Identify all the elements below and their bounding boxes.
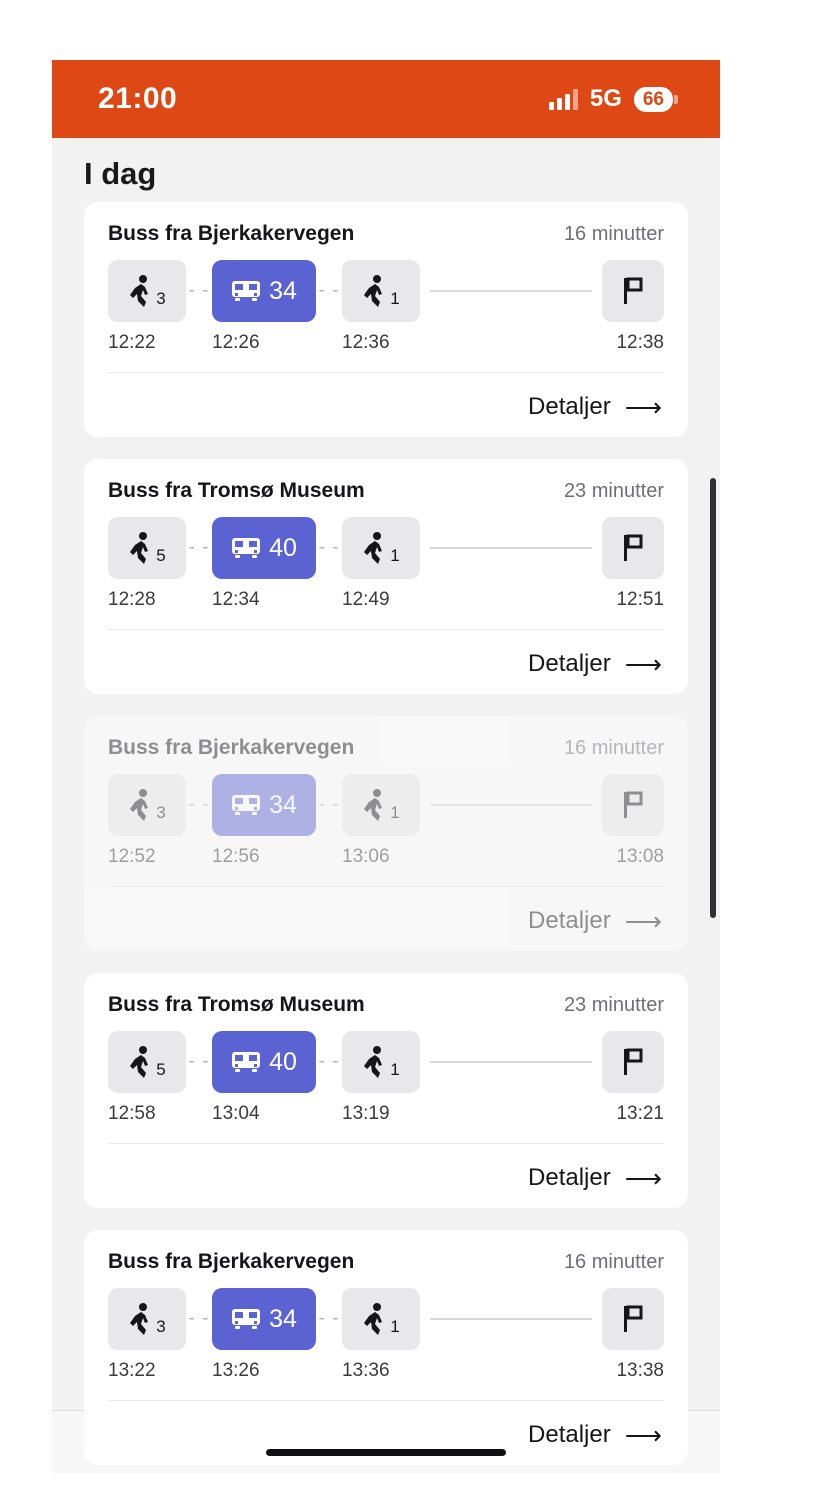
arrow-right-icon: ⟶ xyxy=(624,649,662,679)
arrow-right-icon: ⟶ xyxy=(624,1163,662,1193)
arrow-right-icon: ⟶ xyxy=(624,906,662,936)
journey-summary xyxy=(84,459,688,636)
bus-icon xyxy=(231,794,261,816)
leg-rail xyxy=(430,1061,592,1063)
leg-time: 13:21 xyxy=(616,1103,664,1124)
journey-title: Buss fra Tromsø Museum xyxy=(108,993,365,1016)
arrow-right-icon: ⟶ xyxy=(624,1420,662,1450)
journey-legs xyxy=(108,517,664,579)
leg-time: 12:28 xyxy=(108,589,156,610)
details-label: Detaljer xyxy=(528,1421,611,1448)
status-bar xyxy=(52,60,720,138)
leg-connector: - - xyxy=(318,280,340,301)
walk-leg-chip[interactable] xyxy=(342,774,420,836)
divider xyxy=(108,629,664,630)
journey-card[interactable] xyxy=(84,1230,688,1465)
battery-icon xyxy=(634,87,678,112)
network-type-label: 5G xyxy=(589,85,622,112)
leg-time: 12:56 xyxy=(212,846,260,867)
journey-title: Buss fra Bjerkakervegen xyxy=(108,222,355,245)
journey-summary xyxy=(84,202,688,379)
status-indicators xyxy=(549,85,678,113)
walk-icon xyxy=(128,1302,154,1336)
destination-chip xyxy=(602,774,664,836)
destination-chip xyxy=(602,517,664,579)
details-label: Detaljer xyxy=(528,907,611,934)
details-label: Detaljer xyxy=(528,650,611,677)
leg-time: 12:51 xyxy=(616,589,664,610)
journey-times xyxy=(108,1360,664,1382)
walk-icon xyxy=(362,1045,388,1079)
bus-icon xyxy=(231,537,261,559)
journey-times xyxy=(108,1103,664,1125)
journey-legs xyxy=(108,1288,664,1350)
leg-time: 12:36 xyxy=(342,332,390,353)
journey-card[interactable] xyxy=(84,202,688,437)
journey-times xyxy=(108,589,664,611)
walk-icon xyxy=(128,1045,154,1079)
flag-icon xyxy=(621,276,645,306)
journey-times xyxy=(108,846,664,868)
bus-line-number: 34 xyxy=(269,790,297,819)
details-button[interactable] xyxy=(84,1150,688,1208)
bus-leg-chip[interactable] xyxy=(212,774,316,836)
leg-connector: - - xyxy=(318,537,340,558)
journey-duration: 23 minutter xyxy=(563,994,664,1016)
leg-connector: - - xyxy=(318,1308,340,1329)
leg-connector: - - xyxy=(188,794,210,815)
walk-minutes: 3 xyxy=(156,803,166,822)
leg-time: 13:06 xyxy=(342,846,390,867)
leg-time: 13:08 xyxy=(616,846,664,867)
journey-card[interactable] xyxy=(84,973,688,1208)
leg-time: 13:36 xyxy=(342,1360,390,1381)
divider xyxy=(108,372,664,373)
leg-time: 12:34 xyxy=(212,589,260,610)
journey-summary xyxy=(84,973,688,1150)
journey-title: Buss fra Tromsø Museum xyxy=(108,479,365,502)
walk-minutes: 5 xyxy=(156,1060,166,1079)
bus-leg-chip[interactable] xyxy=(212,1031,316,1093)
walk-minutes: 1 xyxy=(390,1317,400,1336)
bus-icon xyxy=(231,1308,261,1330)
details-button[interactable] xyxy=(84,636,688,694)
leg-time: 12:22 xyxy=(108,332,156,353)
details-button[interactable] xyxy=(84,379,688,437)
walk-leg-chip[interactable] xyxy=(108,1031,186,1093)
journey-times xyxy=(108,332,664,354)
leg-time: 12:26 xyxy=(212,332,260,353)
details-label: Detaljer xyxy=(528,1164,611,1191)
bus-line-number: 34 xyxy=(269,1304,297,1333)
arrow-right-icon: ⟶ xyxy=(624,392,662,422)
bus-leg-chip[interactable] xyxy=(212,1288,316,1350)
journey-duration: 16 minutter xyxy=(563,737,664,759)
leg-time: 13:26 xyxy=(212,1360,260,1381)
vertical-scrollbar[interactable] xyxy=(710,478,716,918)
walk-leg-chip[interactable] xyxy=(108,1288,186,1350)
walk-icon xyxy=(362,1302,388,1336)
leg-time: 12:52 xyxy=(108,846,156,867)
walk-leg-chip[interactable] xyxy=(342,1031,420,1093)
bus-icon xyxy=(231,280,261,302)
walk-icon xyxy=(128,788,154,822)
journey-duration: 16 minutter xyxy=(563,1251,664,1273)
battery-level-label: 66 xyxy=(634,87,673,112)
details-label: Detaljer xyxy=(528,393,611,420)
walk-minutes: 1 xyxy=(390,803,400,822)
divider xyxy=(108,1400,664,1401)
leg-rail xyxy=(430,804,592,806)
details-button[interactable] xyxy=(84,1407,688,1465)
walk-icon xyxy=(128,531,154,565)
journey-summary xyxy=(84,716,688,893)
destination-chip xyxy=(602,1288,664,1350)
leg-time: 12:49 xyxy=(342,589,390,610)
phone-screen xyxy=(52,60,720,1472)
leg-rail xyxy=(430,1318,592,1320)
leg-connector: - - xyxy=(188,1308,210,1329)
leg-time: 13:19 xyxy=(342,1103,390,1124)
journey-list-scroll-area[interactable] xyxy=(52,138,720,1450)
walk-icon xyxy=(362,274,388,308)
flag-icon xyxy=(621,533,645,563)
flag-icon xyxy=(621,790,645,820)
journey-card[interactable] xyxy=(84,716,688,951)
leg-connector: - - xyxy=(188,1051,210,1072)
destination-chip xyxy=(602,1031,664,1093)
journey-summary xyxy=(84,1230,688,1407)
walk-minutes: 1 xyxy=(390,546,400,565)
leg-rail xyxy=(430,547,592,549)
flag-icon xyxy=(621,1304,645,1334)
leg-connector: - - xyxy=(318,794,340,815)
walk-minutes: 3 xyxy=(156,1317,166,1336)
journey-duration: 16 minutter xyxy=(563,223,664,245)
walk-minutes: 3 xyxy=(156,289,166,308)
journey-title: Buss fra Bjerkakervegen xyxy=(108,736,355,759)
bus-leg-chip[interactable] xyxy=(212,517,316,579)
home-indicator xyxy=(266,1449,506,1456)
journey-legs xyxy=(108,260,664,322)
walk-leg-chip[interactable] xyxy=(108,517,186,579)
journey-legs xyxy=(108,774,664,836)
leg-connector: - - xyxy=(318,1051,340,1072)
leg-rail xyxy=(430,290,592,292)
journey-duration: 23 minutter xyxy=(563,480,664,502)
walk-leg-chip[interactable] xyxy=(108,260,186,322)
bus-leg-chip[interactable] xyxy=(212,260,316,322)
walk-minutes: 1 xyxy=(390,289,400,308)
walk-leg-chip[interactable] xyxy=(108,774,186,836)
walk-icon xyxy=(362,531,388,565)
bus-line-number: 40 xyxy=(269,533,297,562)
walk-leg-chip[interactable] xyxy=(342,517,420,579)
page-title: I dag xyxy=(84,156,157,191)
journey-card[interactable] xyxy=(84,459,688,694)
bus-icon xyxy=(231,1051,261,1073)
leg-time: 12:38 xyxy=(616,332,664,353)
bus-line-number: 34 xyxy=(269,276,297,305)
walk-icon xyxy=(362,788,388,822)
walk-icon xyxy=(128,274,154,308)
leg-time: 13:04 xyxy=(212,1103,260,1124)
walk-leg-chip[interactable] xyxy=(342,1288,420,1350)
walk-leg-chip[interactable] xyxy=(342,260,420,322)
destination-chip xyxy=(602,260,664,322)
flag-icon xyxy=(621,1047,645,1077)
leg-time: 13:22 xyxy=(108,1360,156,1381)
divider xyxy=(108,886,664,887)
journey-legs xyxy=(108,1031,664,1093)
leg-connector: - - xyxy=(188,280,210,301)
walk-minutes: 1 xyxy=(390,1060,400,1079)
bus-line-number: 40 xyxy=(269,1047,297,1076)
leg-connector: - - xyxy=(188,537,210,558)
journey-title: Buss fra Bjerkakervegen xyxy=(108,1250,355,1273)
divider xyxy=(108,1143,664,1144)
signal-bars-icon xyxy=(549,88,578,110)
walk-minutes: 5 xyxy=(156,546,166,565)
status-clock: 21:00 xyxy=(98,82,178,115)
leg-time: 13:38 xyxy=(616,1360,664,1381)
leg-time: 12:58 xyxy=(108,1103,156,1124)
details-button[interactable] xyxy=(84,893,688,951)
